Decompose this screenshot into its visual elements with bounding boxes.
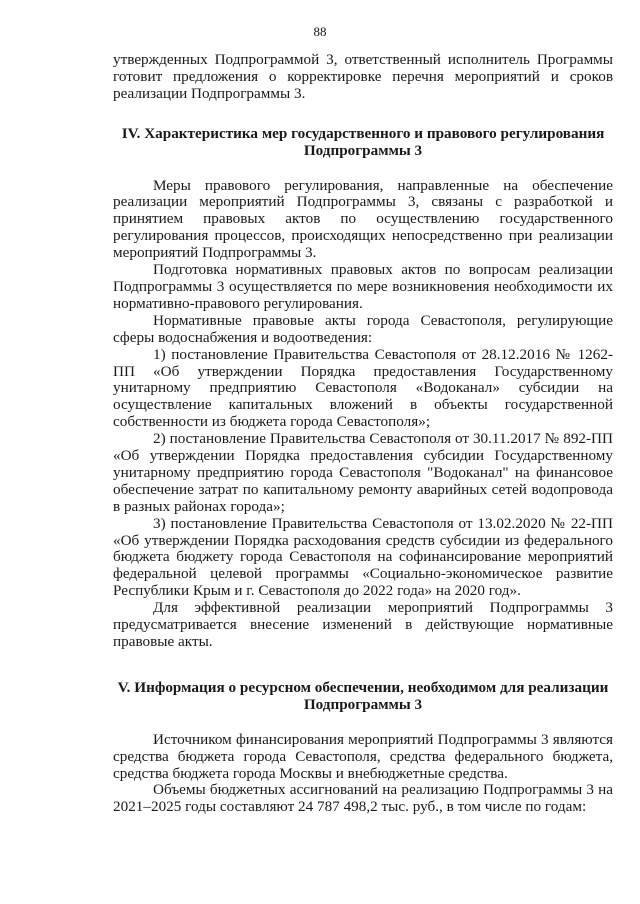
section-heading-v: V. Информация о ресурсном обеспечении, необходимом для реализации Подпрограммы 3 — [117, 678, 609, 713]
list-item: 3) постановление Правительства Севастополя от 13.02.2020 № 22-ПП «Об утверждении Порядка расходования средств субсидии из федерального бюджета бюджету города Севастополя на софинансирование мероприятий федеральной целевой программы «Социально-экономическое развитие Республики Крым и г. Севастополя до 2022 года» на 2020 год». — [113, 514, 613, 600]
paragraph: Нормативные правовые акты города Севастополя, регулирующие сферы водоснабжения и водоотведения: — [113, 311, 613, 346]
paragraph: Меры правового регулирования, направленные на обеспечение реализации мероприятий Подпрограммы 3, связаны с разработкой и принятием правовых актов по осуществлению государственного регулирования процессов, происходящих непосредственно при реализации мероприятий Подпрограммы 3. — [113, 176, 613, 262]
page-number: 88 — [313, 24, 327, 39]
list-item: 1) постановление Правительства Севастополя от 28.12.2016 № 1262-ПП «Об утверждении Порядка предоставления Государственному унитарному предприятию Севастополя «Водоканал» субсидии на осуществление капитальных вложений в объекты государственной собственности из бюджета города Севастополя»; — [113, 345, 613, 431]
list-item: 2) постановление Правительства Севастополя от 30.11.2017 № 892-ПП «Об утверждении Порядка предоставления субсидии Государственному унитарному предприятию города Севастополя "Водоканал" на финансовое обеспечение затрат по капитальному ремонту аварийных сетей водопровода в разных районах города»; — [113, 430, 613, 515]
section-heading-iv: IV. Характеристика мер государственного и правового регулирования Подпрограммы 3 — [121, 124, 605, 159]
paragraph: утвержденных Подпрограммой 3, ответственный исполнитель Программы готовит предложения о корректировке перечня мероприятий и сроков реализации Подпрограммы 3. — [113, 51, 613, 102]
paragraph: Подготовка нормативных правовых актов по вопросам реализации Подпрограммы 3 осуществляется по мере возникновения необходимости их нормативно-правового регулирования. — [113, 261, 613, 312]
page-content — [113, 52, 613, 816]
paragraph: Объемы бюджетных ассигнований на реализацию Подпрограммы 3 на 2021–2025 годы составляют 24 787 498,2 тыс. руб., в том числе по годам: — [113, 781, 613, 816]
paragraph: Источником финансирования мероприятий Подпрограммы 3 являются средства бюджета города Севастополя, средства федерального бюджета, средства бюджета города Москвы и внебюджетные средства. — [113, 730, 613, 782]
paragraph: Для эффективной реализации мероприятий Подпрограммы 3 предусматривается внесение изменений в действующие нормативные правовые акты. — [113, 599, 613, 650]
